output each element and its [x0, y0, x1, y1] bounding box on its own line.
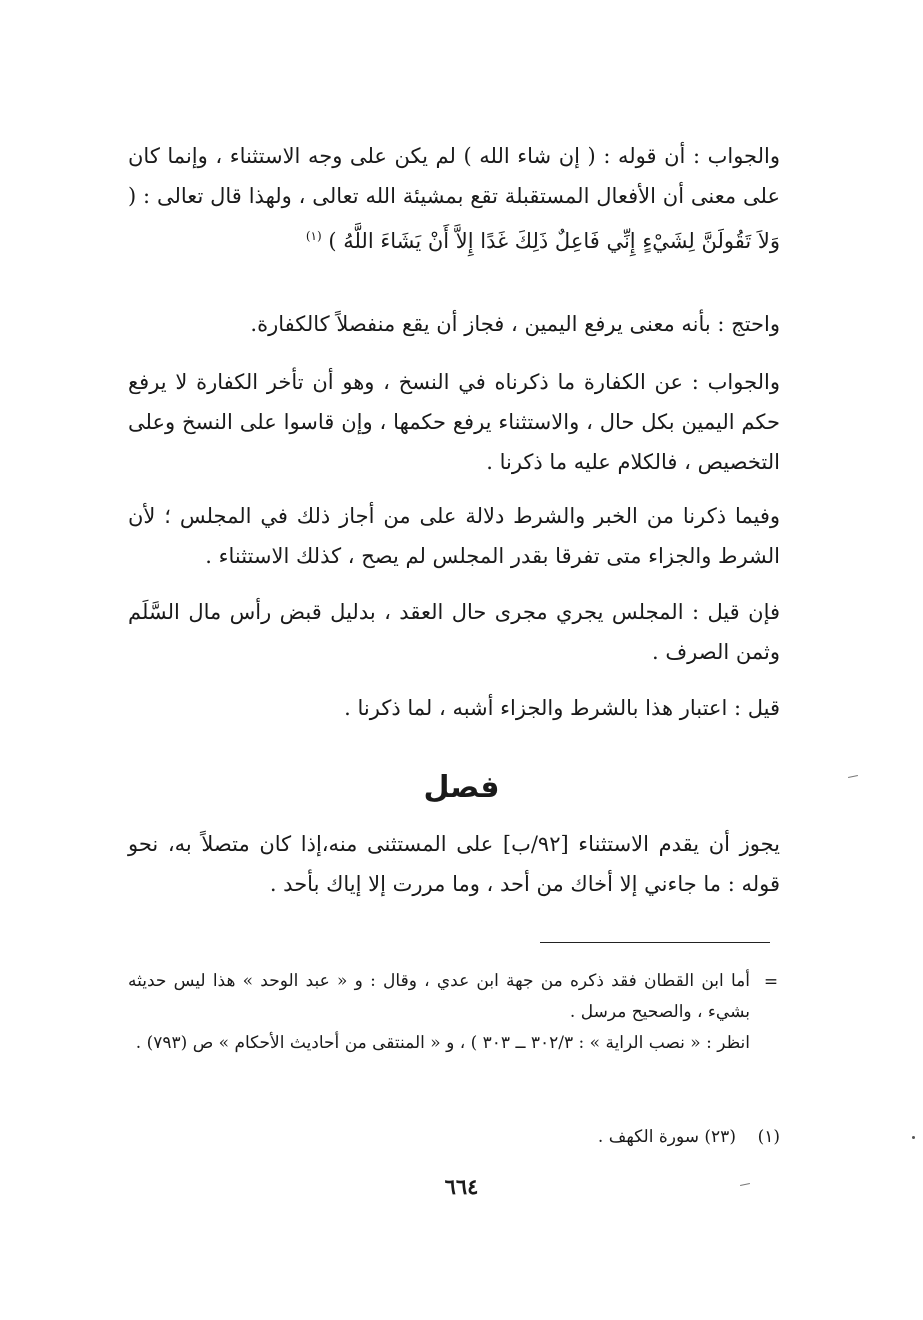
footnote-number: (١)	[757, 1127, 780, 1147]
paragraph-argument-expiation: واحتج : بأنه معنى يرفع اليمين ، فجاز أن يقع منفصلاً كالكفارة.	[250, 312, 780, 336]
section-paragraph: يجوز أن يقدم الاستثناء [٩٢/ب] على المستثنى منه،إذا كان متصلاً به، نحو قوله : ما جاءني إلا أخاك من أحد ، وما مررت إلا إياك بأحد .	[128, 832, 780, 896]
footnote-continuation-mark: =	[763, 972, 779, 992]
paragraph-condition-majlis: وفيما ذكرنا من الخبر والشرط دلالة على من أجاز ذلك في المجلس ؛ لأن الشرط والجزاء متى تفرقا بقدر المجلس لم يصح ، كذلك الاستثناء .	[128, 504, 780, 568]
scan-speck	[912, 1136, 915, 1139]
paragraph-objection-majlis: فإن قيل : المجلس يجري مجرى حال العقد ، بدليل قبض رأس مال السَّلَم وثمن الصرف .	[128, 600, 781, 664]
paragraph-reply-quran	[128, 136, 780, 261]
paragraph-reply-expiation: والجواب : عن الكفارة ما ذكرناه في النسخ ، وهو أن تأخر الكفارة لا يرفع حكم اليمين بكل حال ، والاستثناء يرفع حكمها ، وإن قاسوا على النسخ وعلى التخصيص ، فالكلام عليه ما ذكرنا .	[128, 370, 780, 474]
footnote-continuation-text: أما ابن القطان فقد ذكره من جهة ابن عدي ، وقال : و « عبد الوحد » هذا ليس حديثه بشيء ، والصحيح مرسل .	[128, 971, 750, 1022]
section-heading: فصل	[423, 770, 500, 805]
footnote-reference-text: انظر : « نصب الراية » : ٣٠٢/٣ ــ ٣٠٣ ) ، و « المنتقى من أحاديث الأحكام » ص (٧٩٣) .	[135, 1033, 750, 1053]
footnote-text: (٢٣) سورة الكهف .	[597, 1127, 736, 1147]
paragraph-answer-objection: قيل : اعتبار هذا بالشرط والجزاء أشبه ، لما ذكرنا .	[344, 696, 780, 720]
page-number: ٦٦٤	[444, 1174, 479, 1199]
footnote-separator	[540, 942, 770, 943]
footnote-reference: (١)	[305, 229, 322, 243]
footnote-1	[128, 1122, 780, 1153]
paragraph-text: والجواب : أن قوله : ( إن شاء الله ) لم يكن على وجه الاستثناء ، وإنما كان على معنى أن الأفعال المستقبلة تقع بمشيئة الله تعالى ، ولهذا قال تعالى : ( وَلاَ تَقُولَنَّ لِشَيْءٍ إِنِّي فَاعِلٌ ذَلِكَ غَدًا إِلاَّ أَنْ يَشَاءَ اللَّهُ )	[128, 144, 780, 253]
